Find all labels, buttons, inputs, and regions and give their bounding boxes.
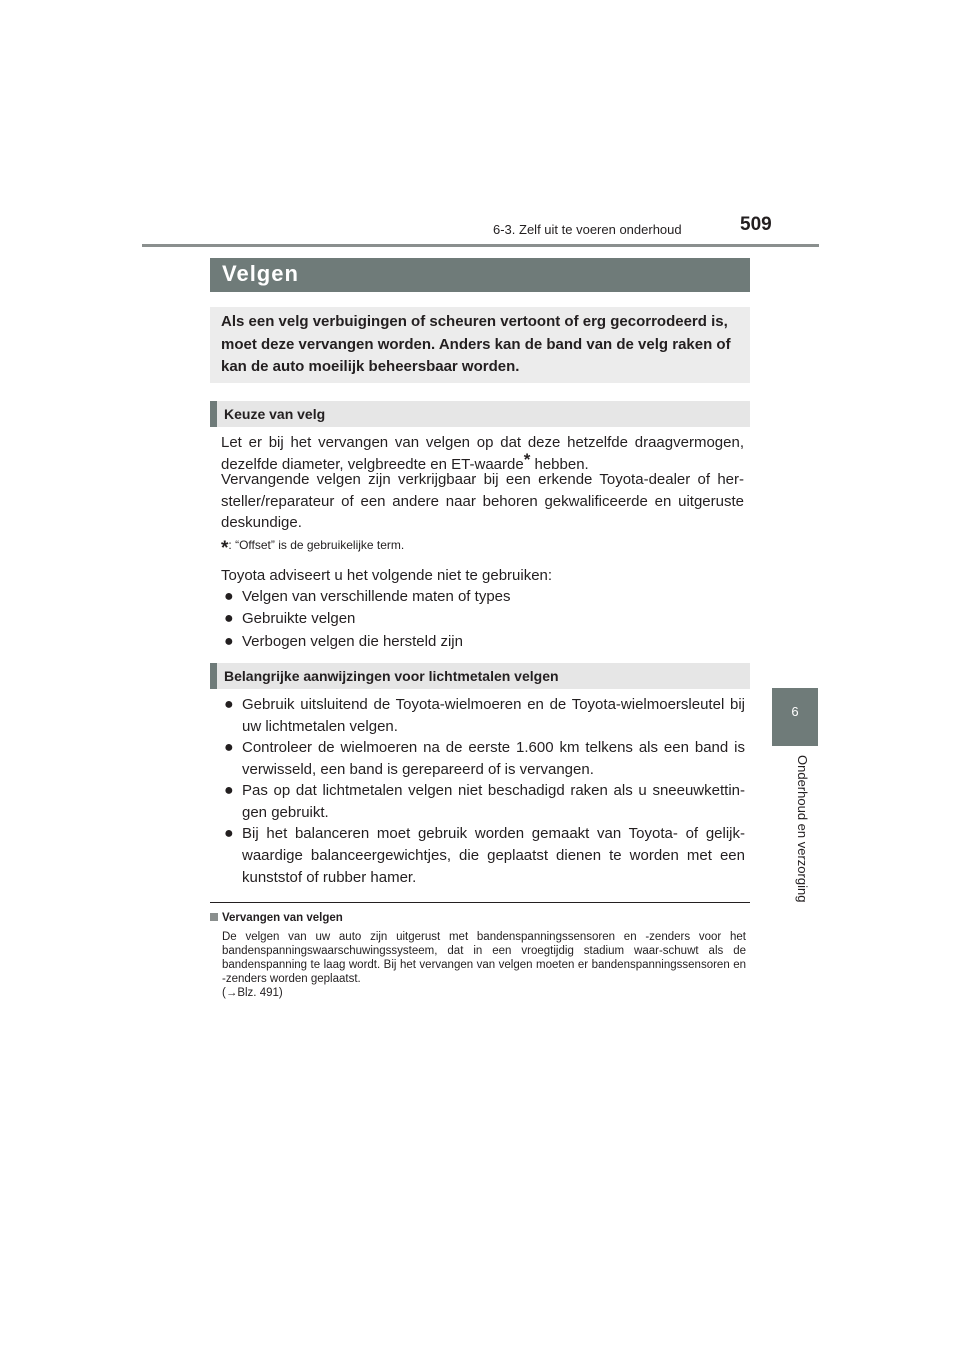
list-item bbox=[224, 608, 745, 630]
list-item-text: Bij het balanceren moet gebruik worden gemaakt van Toyota- of gelijk-waardige balanceergewichtjes, die geplaatst dienen te worden met een kunststof of rubber hamer. bbox=[242, 825, 745, 886]
note-text bbox=[222, 930, 746, 1000]
footnote bbox=[221, 538, 404, 560]
chapter-number: 6 bbox=[791, 704, 799, 719]
page-reference-link[interactable]: (→Blz. 491) bbox=[222, 987, 283, 999]
page-number: 509 bbox=[740, 214, 772, 235]
bullet-icon: ● bbox=[224, 782, 234, 799]
section-heading-keuze: Keuze van velg bbox=[224, 406, 326, 422]
list-item bbox=[224, 823, 745, 889]
list-item-text: Gebruikte velgen bbox=[242, 610, 356, 627]
paragraph-advice: Toyota adviseert u het volgende niet te gebruiken: bbox=[221, 567, 553, 584]
list-item-text: Gebruik uitsluitend de Toyota-wielmoeren en de Toyota-wielmoersleutel bij uw lichtmetalen velgen. bbox=[242, 696, 745, 735]
list-item-text: Velgen van verschillende maten of types bbox=[242, 588, 511, 605]
note-body: De velgen van uw auto zijn uitgerust met bandenspanningssensoren en -zenders voor het bandenspanningswaarschuwingssysteem, dat in een vroegtijdig stadium waar-schuwt als de bandenspanning te laag wordt. Bij het vervangen van velgen moeten er bandenspanningssensoren en -zenders worden geplaatst. bbox=[222, 931, 746, 985]
note-heading-text: Vervangen van velgen bbox=[222, 912, 343, 924]
list-item bbox=[224, 631, 745, 653]
square-bullet-icon bbox=[210, 913, 218, 921]
list-item bbox=[224, 586, 745, 608]
header-section-title: 6-3. Zelf uit te voeren onderhoud bbox=[493, 222, 682, 237]
bullet-icon: ● bbox=[224, 610, 234, 627]
header-divider bbox=[142, 244, 819, 247]
bullet-icon: ● bbox=[224, 825, 234, 842]
intro-text: Als een velg verbuigingen of scheuren vertoont of erg gecorrodeerd is, moet deze vervangen worden. Anders kan de band van de velg raken of kan de auto moeilijk beheersbaar worden. bbox=[221, 313, 731, 375]
bullet-icon: ● bbox=[224, 588, 234, 605]
paragraph-availability: Vervangende velgen zijn verkrijgbaar bij een erkende Toyota-dealer of her-steller/reparateur of een andere naar behoren gekwalificeerde en uitgeruste deskundige. bbox=[221, 471, 744, 531]
paragraph-text: Let er bij het vervangen van velgen op dat deze hetzelfde draagvermogen, dezelfde diameter, velgbreedte en ET-waarde bbox=[221, 434, 744, 473]
list-item bbox=[224, 737, 745, 781]
note-divider bbox=[210, 902, 750, 903]
note-heading bbox=[210, 912, 343, 924]
list-item-text: Controleer de wielmoeren na de eerste 1.600 km telkens als een band is verwisseld, een band is gerepareerd of is vervangen. bbox=[242, 739, 745, 778]
bullet-icon: ● bbox=[224, 696, 234, 713]
footnote-text: : “Offset” is de gebruikelijke term. bbox=[228, 538, 405, 552]
footnote-star: * bbox=[221, 538, 229, 559]
list-item-text: Verbogen velgen die hersteld zijn bbox=[242, 633, 463, 650]
section-accent bbox=[210, 401, 217, 427]
chapter-label: Onderhoud en verzorging bbox=[795, 755, 810, 903]
footnote-marker: * bbox=[523, 449, 531, 469]
bullet-icon: ● bbox=[224, 739, 234, 756]
section-heading-lichtmetalen: Belangrijke aanwijzingen voor lichtmetalen velgen bbox=[224, 668, 559, 684]
list-item-text: Pas op dat lichtmetalen velgen niet beschadigd raken als u sneeuwkettin-gen gebruikt. bbox=[242, 782, 745, 821]
list-item bbox=[224, 780, 745, 824]
section-accent bbox=[210, 663, 217, 689]
list-item bbox=[224, 694, 745, 738]
paragraph-text-end: hebben. bbox=[530, 455, 589, 473]
page-title: Velgen bbox=[222, 261, 299, 286]
bullet-icon: ● bbox=[224, 633, 234, 650]
